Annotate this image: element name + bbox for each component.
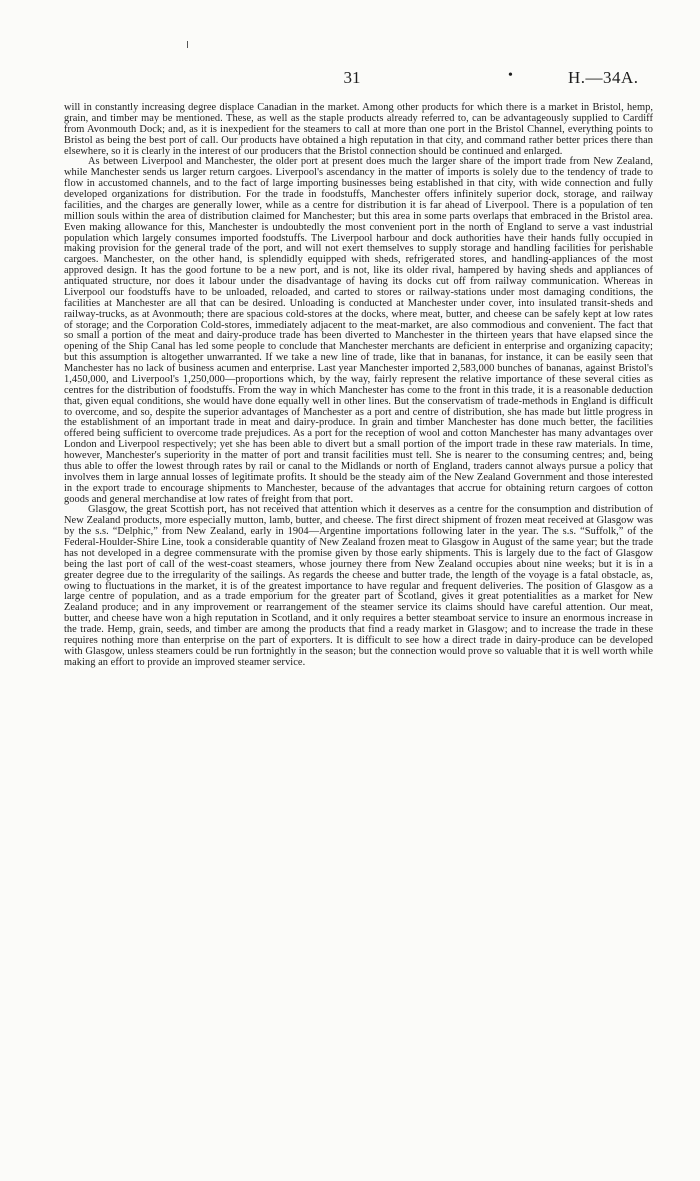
page-header bbox=[0, 68, 700, 90]
page-number: 31 bbox=[343, 68, 361, 87]
paragraph-liverpool-manchester: As between Liverpool and Manchester, the older port at present does much the larger share of the import trade from New Zealand, while Manchester sends us larger return cargoes. Liverpool's ascendancy in the matter of imports is solely due to the tendency of trade to flow in accustomed channels, and to the fact of large importing businesses being established in that city, with wide connection and fully developed organizations for distribution. For the trade in foodstuffs, Manchester offers infinitely superior dock, storage, and railway facilities, and the charges are generally lower, while as a centre for distribution it is far ahead of Liverpool. There is a population of ten million souls within the area of distribution claimed for Manchester; but this area in some parts overlaps that embraced in the Bristol area. Even making allowance for this, Manchester is undoubtedly the most convenient port in the north of England to serve a vast industrial population which largely consumes imported foodstuffs. The Liverpool harbour and dock authorities have their hands fully occupied in making provision for the general trade of the port, and will not exert themselves to supply storage and handling facilities for perishable cargoes. Manchester, on the other hand, is splendidly equipped with sheds, refrigerated stores, and handling-appliances of the most approved design. It has the good fortune to be a new port, and is not, like its older rival, hampered by having sheds and appliances of antiquated structure, nor does it labour under the disadvantage of having its docks cut off from railway communication. Whereas in Liverpool our foodstuffs have to be unloaded, reloaded, and carted to stores or railway-stations under most damaging conditions, the facilities at Manchester are all that can be desired. Unloading is conducted at Manchester under cover, into insulated transit-sheds and railway-trucks, as at Avonmouth; there are spacious cold-stores at the docks, where meat, butter, and cheese can be safely kept at low rates of storage; and the Corporation Cold-stores, immediately adjacent to the meat-market, are also commodious and convenient. The fact that so small a portion of the meat and dairy-produce trade has been diverted to Manchester in the thirteen years that have elapsed since the opening of the Ship Canal has led some people to conclude that Manchester merchants are deficient in enterprise and organizing capacity; but this assumption is altogether unwarranted. If we take a new line of trade, like that in bananas, for instance, it can be easily seen that Manchester has no lack of business acumen and enterprise. Last year Manchester imported 2,583,000 bunches of bananas, against Bristol's 1,450,000, and Liverpool's 1,250,000—proportions which, by the way, fairly represent the relative importance of these several cities as centres for the distribution of foodstuffs. From the way in which Manchester has come to the front in this trade, it is a reasonable deduction that, given equal conditions, she would have done equally well in other lines. But the conservatism of trade-methods in England is difficult to overcome, and so, despite the superior advantages of Manchester as a port and centre of distribution, she has made but little progress in the establishment of an important trade in meat and dairy-produce. In grain and timber Manchester has done much better, the facilities offered being sufficient to overcome trade prejudices. As a port for the reception of wool and cotton Manchester has many advantages over London and Liverpool respectively; yet she has been able to divert but a small portion of the import trade in these raw materials. In time, however, Manchester's superiority in the matter of port and transit facilities must tell. She is nearer to the consuming centres; and, being thus able to offer the lowest through rates by rail or canal to the Midlands or north of England, traders cannot always pursue a policy that involves them in large annual losses of legitimate profits. It should be the steady aim of the New Zealand Government and those interested in the export trade to encourage shipments to Manchester, because of the advantages that accrue for obtaining return cargoes of cotton goods and general merchandise at low rates of freight from that port. bbox=[64, 156, 653, 505]
paragraph-bristol: will in constantly increasing degree displace Canadian in the market. Among other products for which there is a market in Bristol, hemp, grain, and timber may be mentioned. These, as well as the staple products already referred to, can be advantageously supplied to Cardiff from Avonmouth Dock; and, as it is inexpedient for the steamers to call at more than one port in the Bristol Channel, everything points to Bristol as being the best port of call. Our products have obtained a high reputation in that city, and command rather better prices there than elsewhere, so it is clearly in the interest of our producers that the Bristol connection should be continued and enlarged. bbox=[64, 102, 653, 157]
body-text bbox=[64, 103, 653, 669]
header-bullet: • bbox=[508, 68, 513, 83]
report-reference: H.—34A. bbox=[568, 68, 639, 87]
paragraph-glasgow: Glasgow, the great Scottish port, has not received that attention which it deserves as a centre for the consumption and distribution of New Zealand products, more especially mutton, lamb, butter, and cheese. The first direct shipment of frozen meat received at Glasgow was by the s.s. “Delphic,” from New Zealand, early in 1904—Argentine importations following later in the year. The s.s. “Suffolk,” of the Federal-Houlder-Shire Line, took a considerable quantity of New Zealand frozen meat to Glasgow in August of the same year; but the trade has not developed in a degree commensurate with the promise given by those early shipments. This is largely due to the fact of Glasgow being the last port of call of the west-coast steamers, whose journey there from New Zealand occupies about nine weeks; but it is in a greater degree due to the irregularity of the sailings. As regards the cheese and butter trade, the length of the voyage is a fatal obstacle, as, owing to fluctuations in the market, it is of the greatest importance to have regular and frequent deliveries. The position of Glasgow as a large centre of population, and as a trade emporium for the greater part of Scotland, gives it great potentialities as a market for New Zealand produce; and in any improvement or rearrangement of the steamer service its claims should have careful attention. Our meat, butter, and cheese have won a high reputation in Scotland, and it only requires a better steamboat service to insure an enormous increase in the trade. Hemp, grain, seeds, and timber are among the products that find a ready market in Glasgow; and to increase the trade in these requires nothing more than enterprise on the part of exporters. It is difficult to see how a direct trade in dairy-produce can be developed with Glasgow, unless steamers could be run fortnightly in the season; but the connection would prove so valuable that it is well worth while making an effort to provide an improved steamer service. bbox=[64, 504, 653, 668]
stray-mark bbox=[187, 41, 188, 48]
